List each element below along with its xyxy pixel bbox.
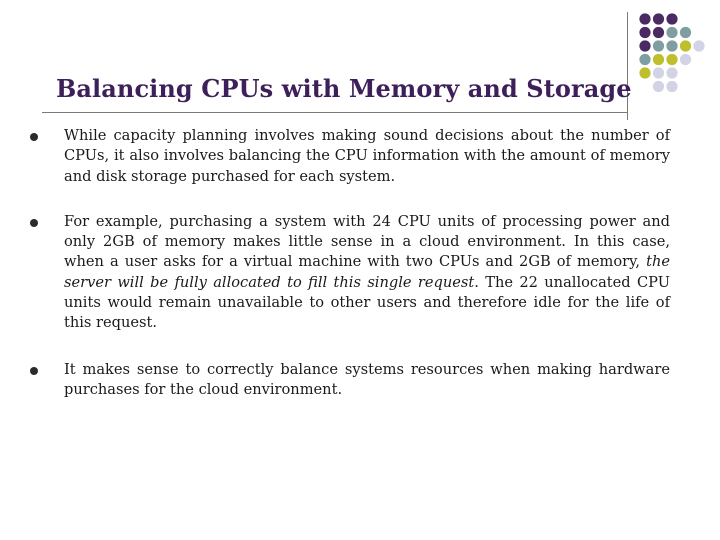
decorative-dot bbox=[639, 40, 650, 51]
title-vertical-rule bbox=[627, 12, 628, 120]
decorative-dot bbox=[666, 13, 677, 24]
bullet-marker bbox=[30, 367, 38, 375]
slide-title: Balancing CPUs with Memory and Storage bbox=[56, 74, 632, 103]
bullet-item-2 bbox=[30, 212, 670, 334]
bullet-item-1 bbox=[30, 126, 670, 187]
decorative-dot bbox=[653, 81, 664, 92]
decorative-dot bbox=[653, 67, 664, 78]
decorative-dot bbox=[680, 27, 691, 38]
decorative-dot bbox=[666, 67, 677, 78]
bullet-item-3 bbox=[30, 360, 670, 401]
decorative-dot-grid bbox=[0, 0, 720, 130]
decorative-dot bbox=[680, 54, 691, 65]
bullet-text: While capacity planning involves making sound decisions about the number of CPUs, it also involves balancing the CPU information with the amount of memory and disk storage purchased for each system. bbox=[64, 127, 670, 185]
decorative-dot bbox=[666, 54, 677, 65]
bullet-text-emphasis: the server will be fully allocated to fill this single request bbox=[64, 253, 670, 291]
bullet-list bbox=[30, 126, 670, 400]
decorative-dot bbox=[639, 27, 650, 38]
title-horizontal-rule bbox=[42, 112, 627, 113]
decorative-dot bbox=[666, 40, 677, 51]
decorative-dot bbox=[666, 27, 677, 38]
decorative-dot bbox=[653, 13, 664, 24]
decorative-dot bbox=[639, 13, 650, 24]
bullet-marker bbox=[30, 133, 38, 141]
decorative-dot bbox=[639, 54, 650, 65]
decorative-dot bbox=[693, 40, 704, 51]
decorative-dot bbox=[653, 40, 664, 51]
decorative-dot bbox=[666, 81, 677, 92]
decorative-dot bbox=[680, 40, 691, 51]
decorative-dot bbox=[653, 54, 664, 65]
decorative-dot bbox=[653, 27, 664, 38]
decorative-dot bbox=[639, 67, 650, 78]
bullet-text-start: For example, purchasing a system with 24 CPU units of processing power and only 2GB of memory makes little sense in a cloud environment. In this case, when a user asks for a virtual machine with two CPUs and 2GB of memory, bbox=[64, 212, 670, 271]
bullet-marker bbox=[30, 219, 38, 227]
bullet-text-end: . The 22 unallocated CPU units would remain unavailable to other users and therefore idle for the life of this request. bbox=[64, 273, 670, 332]
bullet-text: It makes sense to correctly balance systems resources when making hardware purchases for the cloud environment. bbox=[64, 360, 670, 398]
